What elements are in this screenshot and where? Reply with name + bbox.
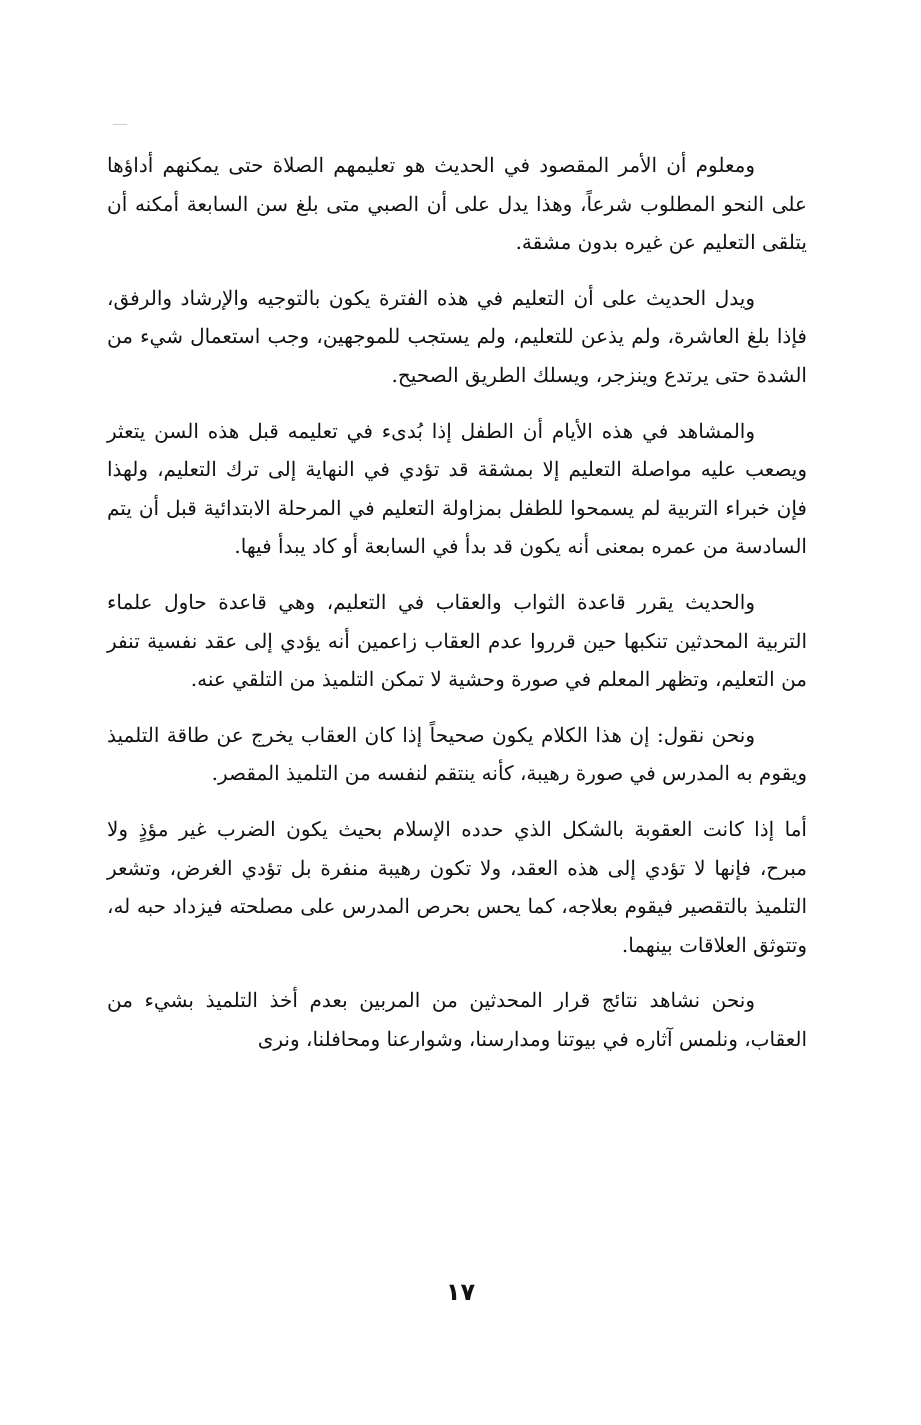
- paragraph-3: والمشاهد في هذه الأيام أن الطفل إذا بُدىء في تعليمه قبل هذه السن يتعثر ويصعب عليه مواصلة التعليم إلا بمشقة قد تؤدي في النهاية إلى ترك التعليم، ولهذا فإن خبراء التربية لم يسمحوا للطفل بمزاولة التعليم في المرحلة الابتدائية قبل أن يتم السادسة من عمره بمعنى أنه يكون قد بدأ في السابعة أو كاد يبدأ فيها.: [107, 418, 807, 559]
- paragraph-4: والحديث يقرر قاعدة الثواب والعقاب في التعليم، وهي قاعدة حاول علماء التربية المحدثين تنكبها حين قرروا عدم العقاب زاعمين أنه يؤدي إلى عقد نفسية تنفر من التعليم، وتظهر المعلم في صورة وحشية لا تمكن التلميذ من التلقي عنه.: [107, 589, 807, 692]
- page-body-text: [107, 146, 807, 1075]
- scan-speck: [113, 124, 127, 125]
- paragraph-7: ونحن نشاهد نتائج قرار المحدثين من المربين بعدم أخذ التلميذ بشيء من العقاب، ونلمس آثاره في بيوتنا ومدارسنا، وشوارعنا ومحافلنا، ونرى: [107, 988, 807, 1051]
- paragraph-1: ومعلوم أن الأمر المقصود في الحديث هو تعليمهم الصلاة حتى يمكنهم أداؤها على النحو المطلوب شرعاً، وهذا يدل على أن الصبي متى بلغ سن السابعة أمكنه أن يتلقى التعليم عن غيره بدون مشقة.: [107, 153, 807, 255]
- paragraph-6: أما إذا كانت العقوبة بالشكل الذي حدده الإسلام بحيث يكون الضرب غير مؤذٍ ولا مبرح، فإنها لا تؤدي إلى هذه العقد، ولا تكون رهيبة منفرة بل تؤدي الغرض، وتشعر التلميذ بالتقصير فيقوم بعلاجه، كما يحس بحرص المدرس على مصلحته فيزداد حبه له، وتتوثق العلاقات بينهما.: [107, 816, 807, 957]
- page-number: ١٧: [445, 1278, 476, 1306]
- paragraph-5: ونحن نقول: إن هذا الكلام يكون صحيحاً إذا كان العقاب يخرج عن طاقة التلميذ ويقوم به المدرس في صورة رهيبة، كأنه ينتقم لنفسه من التلميذ المقصر.: [107, 722, 807, 786]
- paragraph-2: ويدل الحديث على أن التعليم في هذه الفترة يكون بالتوجيه والإرشاد والرفق، فإذا بلغ العاشرة، ولم يذعن للتعليم، ولم يستجب للموجهين، وجب استعمال شيء من الشدة حتى يرتدع وينزجر، ويسلك الطريق الصحيح.: [107, 285, 807, 387]
